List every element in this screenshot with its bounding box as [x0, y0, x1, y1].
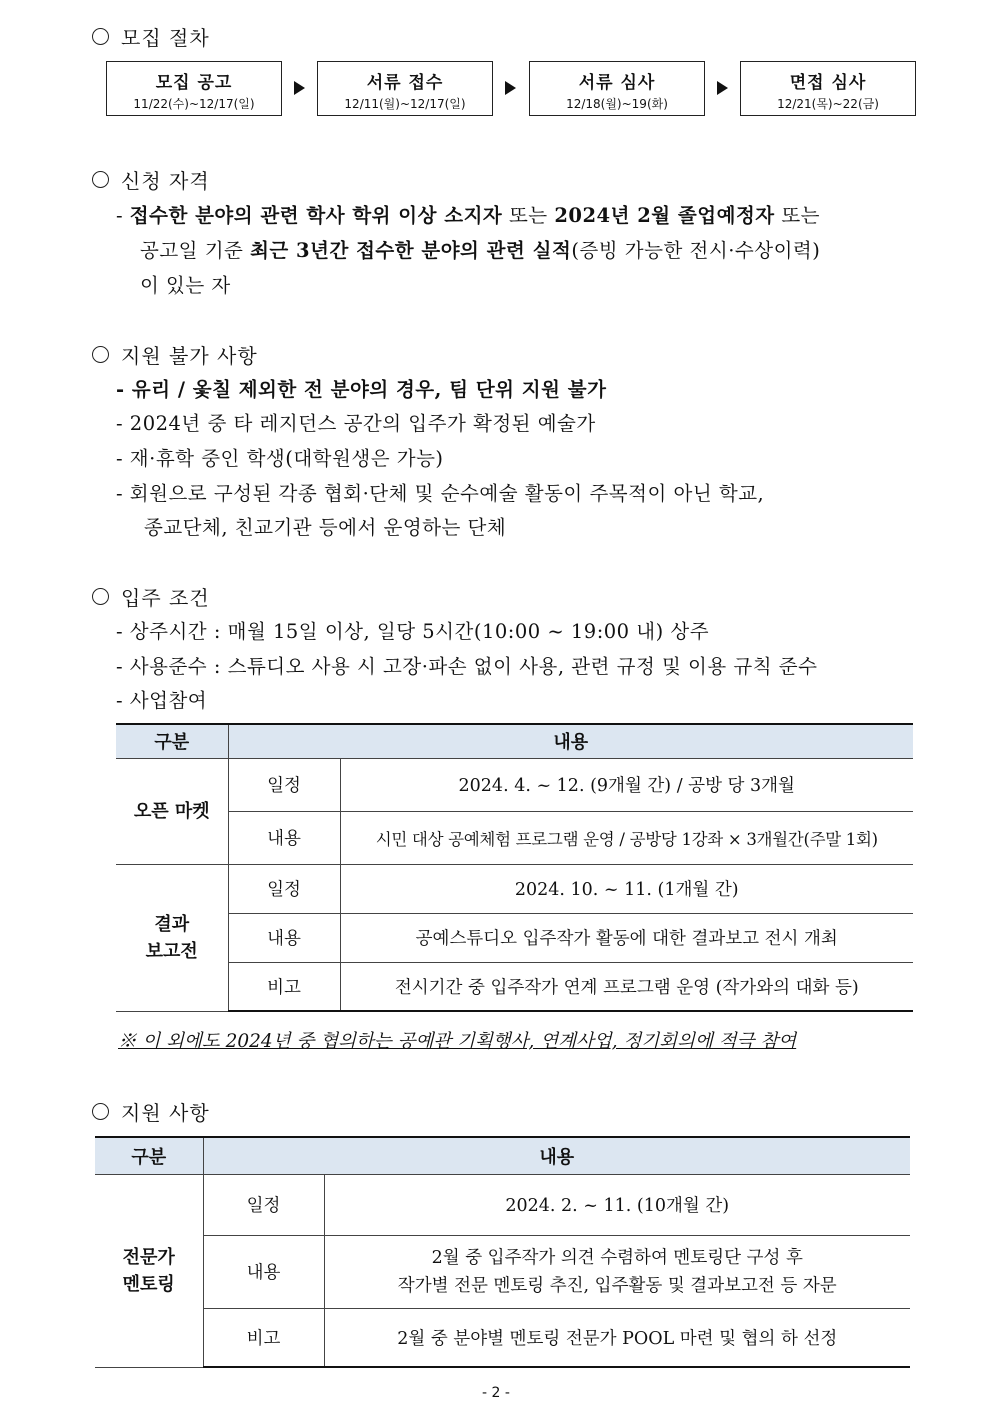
- table-row: [116, 811, 913, 864]
- table-row: [95, 1235, 910, 1308]
- eligibility-bold-2: 2024년 2월 졸업예정자: [554, 204, 775, 227]
- procedure-heading-text: 모집 절차: [121, 26, 210, 50]
- circle-bullet-icon: [92, 588, 109, 605]
- table-row: [116, 864, 913, 913]
- restriction-item-4: - 회원으로 구성된 각종 협회·단체 및 순수예술 활동이 주목적이 아닌 학교,: [116, 482, 765, 505]
- row-label: 비고: [203, 1308, 324, 1367]
- row-value: 2024. 10. ~ 11. (1개월 간): [340, 864, 913, 913]
- eligibility-heading: [92, 165, 210, 194]
- row-value-line-2: 작가별 전문 멘토링 추진, 입주활동 및 결과보고전 등 자문: [397, 1275, 837, 1296]
- table-row: [116, 758, 913, 811]
- procedure-step-4: [740, 61, 916, 116]
- col-header-content: 내용: [203, 1137, 910, 1174]
- col-header-category: 구분: [116, 724, 228, 758]
- circle-bullet-icon: [92, 171, 109, 188]
- row-value: 2월 중 분야별 멘토링 전문가 POOL 마련 및 협의 하 선정: [324, 1308, 910, 1367]
- support-heading: [92, 1097, 210, 1126]
- eligibility-text-3: 공고일 기준: [140, 239, 251, 262]
- step-dates: 11/22(수)~12/17(일): [133, 97, 255, 111]
- table-header: [116, 724, 913, 758]
- restriction-item-4-cont: 종교단체, 친교기관 등에서 운영하는 단체: [144, 516, 507, 539]
- eligibility-text-2: 또는: [774, 204, 820, 227]
- eligibility-line-1: [116, 200, 820, 228]
- step-title: 면접 심사: [789, 73, 867, 93]
- row-label: 일정: [228, 758, 340, 811]
- eligibility-text-1: 또는: [502, 204, 555, 227]
- group-result-exhibition: [116, 864, 228, 1011]
- row-label: 일정: [203, 1174, 324, 1235]
- step-title: 서류 심사: [578, 73, 656, 93]
- conditions-heading: [92, 582, 210, 611]
- eligibility-heading-text: 신청 자격: [121, 169, 210, 193]
- arrow-right-icon: [717, 81, 728, 95]
- conditions-heading-text: 입주 조건: [121, 586, 210, 610]
- conditions-table: [116, 723, 913, 1012]
- group-name-line-1: 전문가: [122, 1246, 175, 1268]
- procedure-step-3: [529, 61, 705, 116]
- procedure-step-1: [106, 61, 282, 116]
- restriction-item-1: - 유리 / 옻칠 제외한 전 분야의 경우, 팀 단위 지원 불가: [116, 378, 607, 401]
- table-row: [95, 1174, 910, 1235]
- condition-item-1: - 상주시간 : 매월 15일 이상, 일당 5시간(10:00 ~ 19:00 내) 상주: [116, 620, 710, 643]
- step-dates: 12/21(목)~22(금): [777, 97, 879, 111]
- table-row: [116, 962, 913, 1011]
- table-row: [95, 1308, 910, 1367]
- condition-item-3: - 사업참여: [116, 689, 208, 712]
- arrow-right-icon: [294, 81, 305, 95]
- restriction-item-2: - 2024년 중 타 레지던스 공간의 입주가 확정된 예술가: [116, 412, 596, 435]
- eligibility-line-2: [140, 235, 820, 263]
- page-number: - 2 -: [482, 1385, 510, 1401]
- eligibility-line-3: 이 있는 자: [140, 274, 231, 297]
- col-header-content: 내용: [228, 724, 913, 758]
- row-label: 일정: [228, 864, 340, 913]
- row-label: 내용: [203, 1235, 324, 1308]
- row-value-line-1: 2월 중 입주작가 의견 수렴하여 멘토링단 구성 후: [431, 1247, 803, 1268]
- row-value: 2024. 2. ~ 11. (10개월 간): [324, 1174, 910, 1235]
- eligibility-bold-1: 접수한 분야의 관련 학사 학위 이상 소지자: [129, 204, 503, 227]
- group-name-line-2: 보고전: [145, 940, 198, 962]
- step-dates: 12/18(월)~19(화): [566, 97, 668, 111]
- conditions-note: ※ 이 외에도 2024년 중 협의하는 공예관 기획행사, 연계사업, 정기회의에 적극 참여: [118, 1031, 797, 1052]
- restrictions-heading-text: 지원 불가 사항: [121, 344, 258, 368]
- row-value: 공예스튜디오 입주작가 활동에 대한 결과보고 전시 개최: [340, 913, 913, 962]
- row-value: 2024. 4. ~ 12. (9개월 간) / 공방 당 3개월: [340, 758, 913, 811]
- step-title: 모집 공고: [155, 73, 233, 93]
- support-heading-text: 지원 사항: [121, 1101, 210, 1125]
- restriction-item-3: - 재·휴학 중인 학생(대학원생은 가능): [116, 447, 444, 470]
- eligibility-bold-3: 최근 3년간 접수한 분야의 관련 실적: [250, 239, 572, 262]
- group-name-line-1: 결과: [154, 913, 190, 935]
- step-dates: 12/11(월)~12/17(일): [344, 97, 466, 111]
- arrow-right-icon: [505, 81, 516, 95]
- row-label: 내용: [228, 913, 340, 962]
- row-value: 전시기간 중 입주작가 연계 프로그램 운영 (작가와의 대화 등): [340, 962, 913, 1011]
- group-name-line-2: 멘토링: [122, 1273, 175, 1295]
- row-value: [324, 1235, 910, 1308]
- table-row: [116, 913, 913, 962]
- group-expert-mentoring: [95, 1174, 203, 1367]
- col-header-category: 구분: [95, 1137, 203, 1174]
- table-header: [95, 1137, 910, 1174]
- procedure-heading: [92, 22, 210, 51]
- condition-item-2: - 사용준수 : 스튜디오 사용 시 고장·파손 없이 사용, 관련 규정 및 이용 규칙 준수: [116, 655, 818, 678]
- support-table: [95, 1136, 910, 1368]
- restrictions-heading: [92, 340, 258, 369]
- row-value: 시민 대상 공예체험 프로그램 운영 / 공방당 1강좌 × 3개월간(주말 1회): [340, 811, 913, 864]
- row-label: 비고: [228, 962, 340, 1011]
- circle-bullet-icon: [92, 28, 109, 45]
- row-label: 내용: [228, 811, 340, 864]
- step-title: 서류 접수: [366, 73, 444, 93]
- group-open-market: 오픈 마켓: [116, 758, 228, 864]
- circle-bullet-icon: [92, 346, 109, 363]
- procedure-step-2: [317, 61, 493, 116]
- dash: -: [116, 204, 124, 227]
- circle-bullet-icon: [92, 1103, 109, 1120]
- eligibility-text-4: (증빙 가능한 전시·수상이력): [571, 239, 821, 262]
